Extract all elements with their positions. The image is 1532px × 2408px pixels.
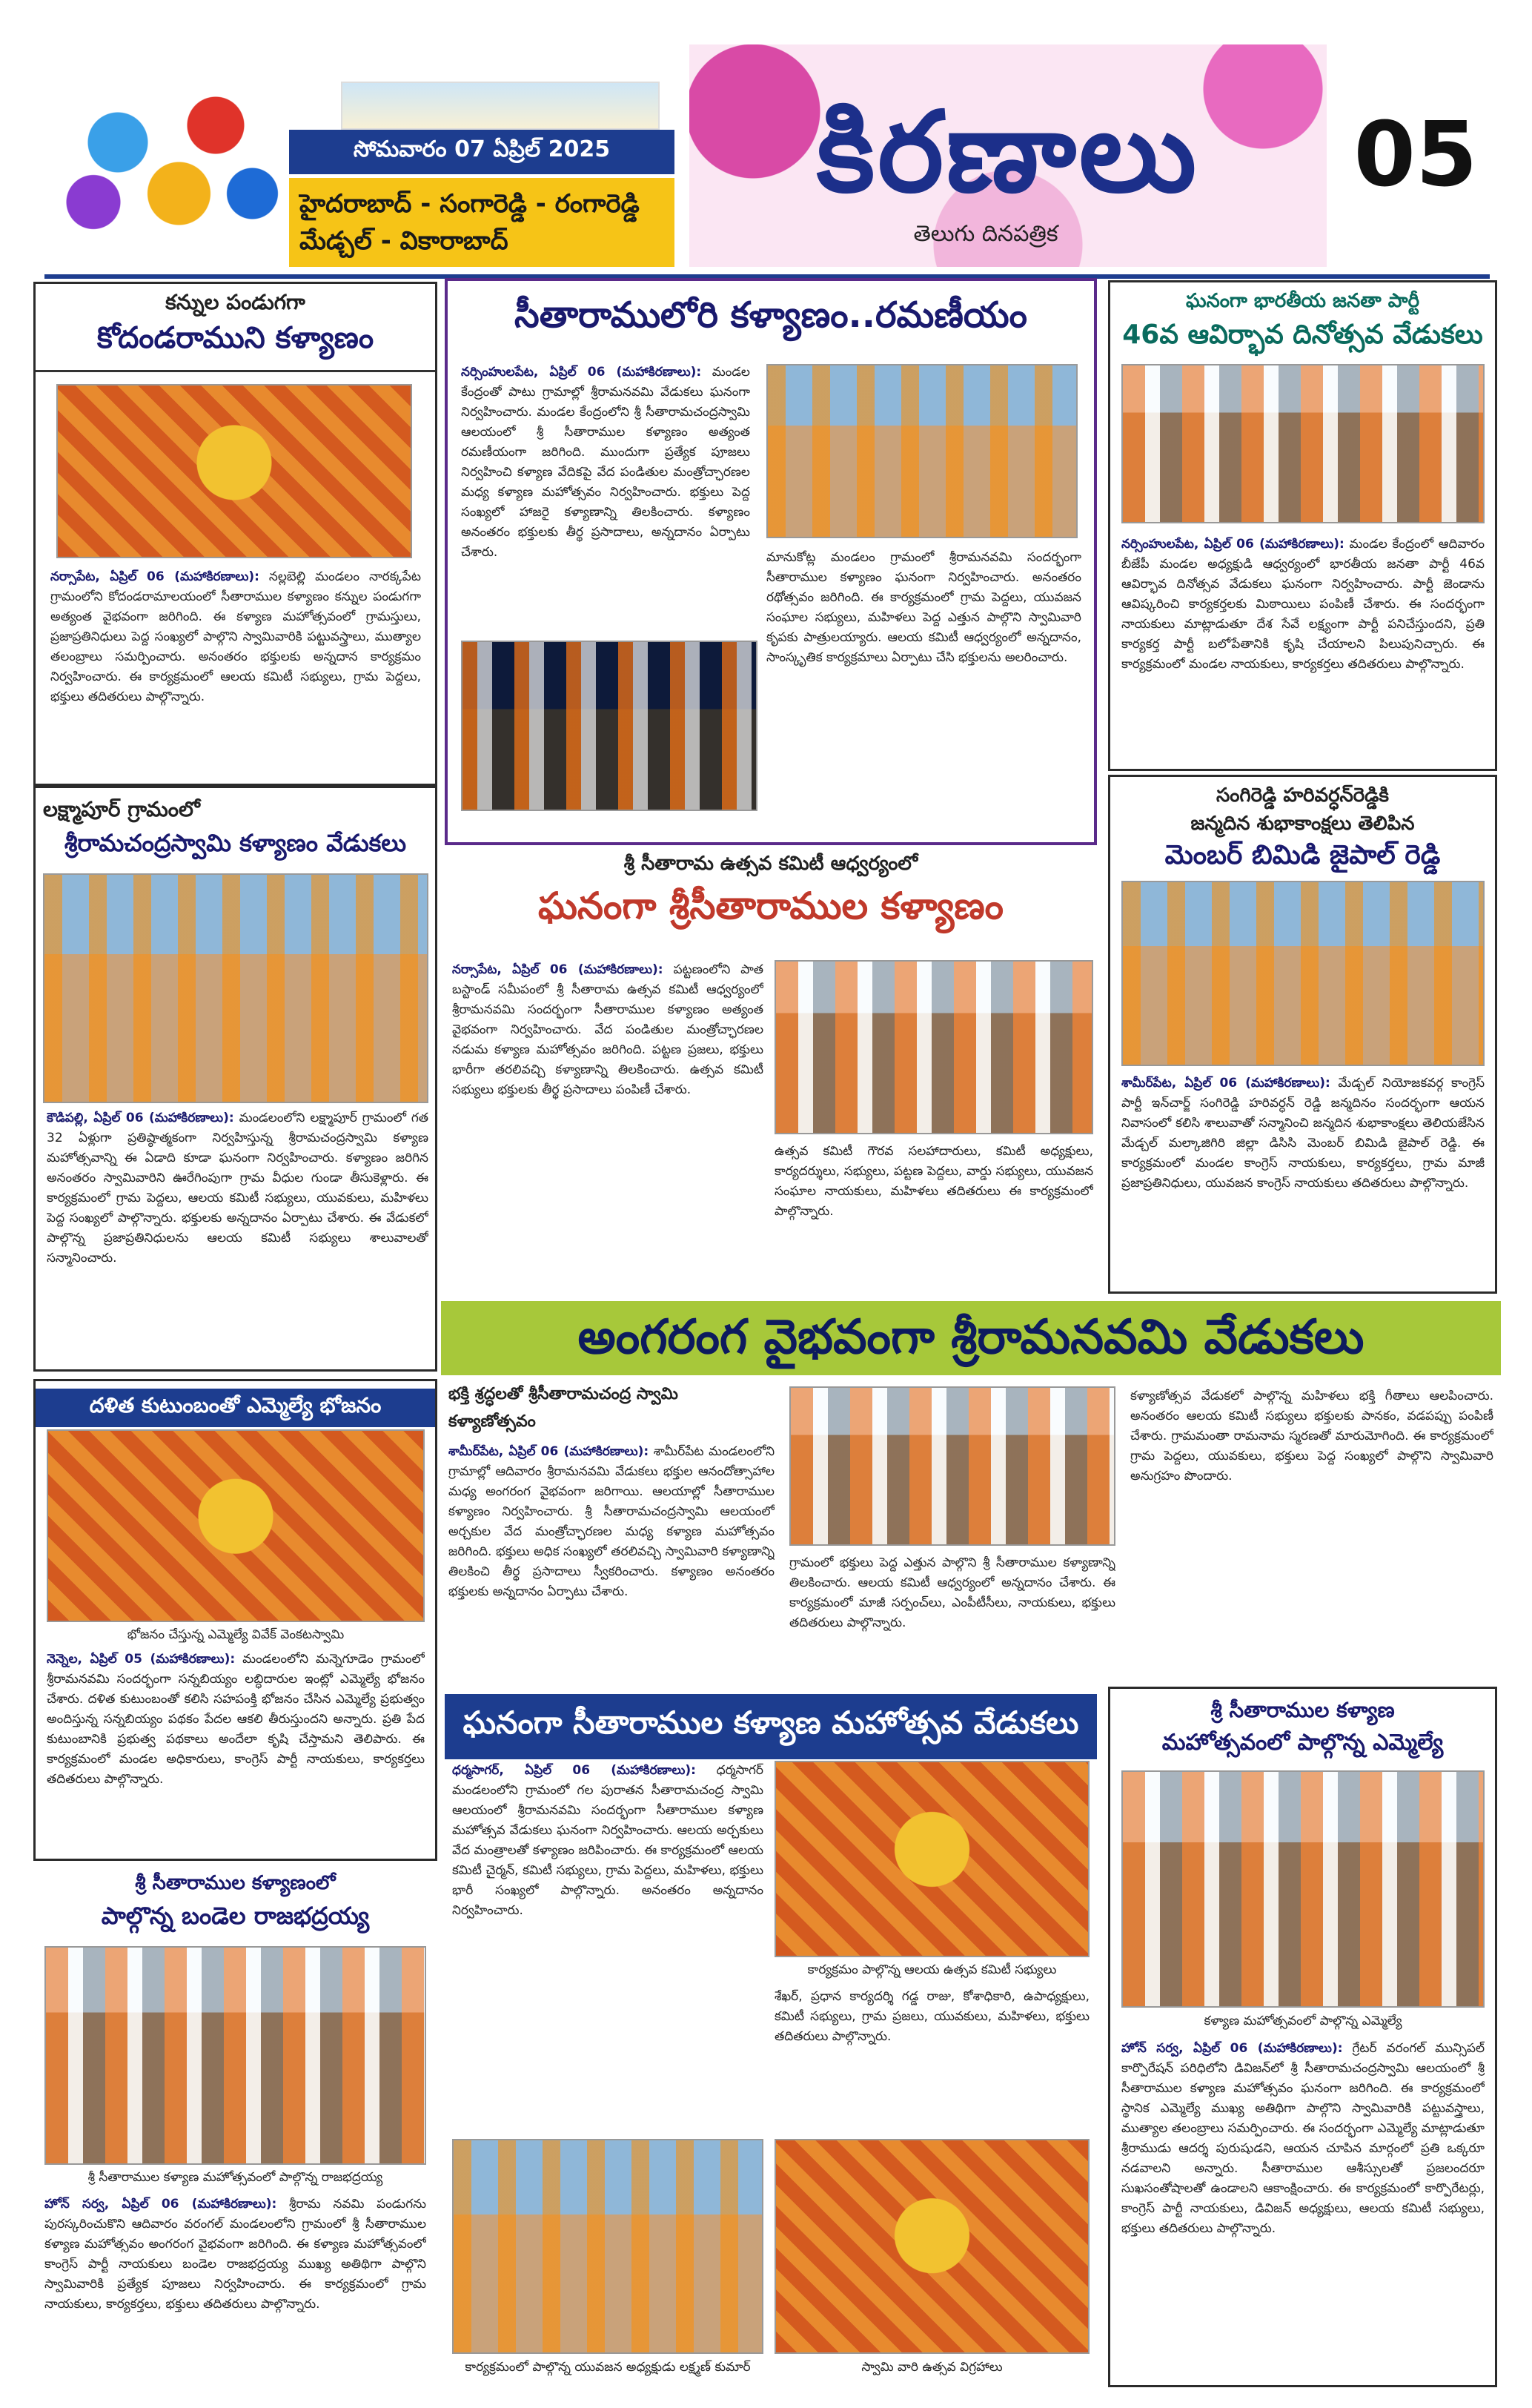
article-photo xyxy=(1121,364,1485,523)
newspaper-subtitle: తెలుగు దినపత్రిక xyxy=(913,221,1058,247)
article-body-2: గ్రామంలో భక్తులు పెద్ద ఎత్తున పాల్గొని శ్రీ సీతారాముల కళ్యాణాన్ని తిలకించారు. ఆలయ కమిటీ ఆధ్వర్యంలో అన్నదానం చేశారు. ఈ కార్యక్రమంలో మాజీ సర్పంచ్‌లు, ఎంపీటీసీలు, నాయకులు, భక్తులు తదితరులు పాల్గొన్నారు. xyxy=(789,1555,1115,1630)
article-dateline: శామీర్‌పేట, ఏప్రిల్ 06 (మహాకిరణాలు): xyxy=(1121,1076,1330,1091)
banner-ramanavami xyxy=(441,1301,1501,1375)
article-body xyxy=(1121,1074,1485,1290)
article-dateline: నెన్నెల, ఏప్రిల్ 05 (మహాకిరణాలు): xyxy=(47,1652,236,1667)
photo-caption: శ్రీ సీతారాముల కళ్యాణ మహోత్సవంలో పాల్గొన్న రాజభద్రయ్య xyxy=(87,2170,383,2185)
article-dateline: హోన్ సర్వ, ఏప్రిల్ 06 (మహాకిరణాలు): xyxy=(1121,2041,1343,2056)
photo-caption: భోజనం చేస్తున్న ఎమ్మెల్యే వివేక్ వెంకటస్వామి xyxy=(127,1627,345,1642)
article-body xyxy=(1121,2039,1485,2384)
article-dateline: నర్సింహులపేట, ఏప్రిల్ 06 (మహాకిరణాలు): xyxy=(461,365,702,380)
article-sitarama-utsava-committee xyxy=(445,849,1097,1227)
article-photo xyxy=(1121,1770,1485,2008)
article-photo-1 xyxy=(775,1761,1090,1957)
article-headline: పాల్గొన్న బండెల రాజభద్రయ్య xyxy=(101,1902,370,1930)
article-text: మండలంలోని మన్నెగూడెం గ్రామంలో శ్రీరామనవమి సందర్భంగా సన్నబియ్యం లబ్ధిదారుల ఇంట్లో ఎమ్మెల్యే భోజనం చేశారు. దళిత కుటుంబంతో కలిసి సహపంక్తి భోజనం చేసిన ఎమ్మెల్యే ప్రభుత్వం అందిస్తున్న సన్నబియ్యం పథకం పేదల ఆకలి తీరుస్తుందని అన్నారు. ప్రతి పేద కుటుంబానికి ప్రభుత్వ పథకాలు అందేలా కృషి చేస్తామని తెలిపారు. ఈ కార్యక్రమంలో మండల అధికారులు, కాంగ్రెస్ పార్టీ నాయకులు, కార్యకర్తలు తదితరులు పాల్గొన్నారు. xyxy=(47,1652,425,1787)
article-text: ధర్మసాగర్ మండలంలోని గ్రామంలో గల పురాతన సీతారామచంద్ర స్వామి ఆలయంలో శ్రీరామనవమి సందర్భంగా సీతారాముల కళ్యాణ మహోత్సవ వేడుకలు ఘనంగా నిర్వహించారు. ఆలయ అర్చకులు వేద మంత్రాలతో కళ్యాణం జరిపించారు. ఈ కార్యక్రమంలో ఆలయ కమిటీ చైర్మన్, కమిటీ సభ్యులు, గ్రామ పెద్దలు, మహిళలు, భక్తులు భారీ సంఖ్యలో పాల్గొన్నారు. అనంతరం అన్నదానం నిర్వహించారు. xyxy=(452,1763,763,1918)
article-dateline: నర్సాపేట, ఏప్రిల్ 06 (మహాకిరణాలు): xyxy=(452,962,663,977)
masthead xyxy=(0,0,1532,282)
article-photo-3 xyxy=(775,2139,1090,2354)
article-mla-dalit-family-lunch xyxy=(33,1379,437,1861)
article-text: నల్లబెల్లి మండలం నారక్కపేట గ్రామంలోని కోదండరామాలయంలో సీతారాముల కళ్యాణం కన్నుల పండుగగా అత్యంత వైభవంగా జరిగింది. ఈ కళ్యాణ మహోత్సవంలో గ్రామస్తులు, ప్రజాప్రతినిధులు పెద్ద సంఖ్యలో పాల్గొని స్వామివారికి పట్టువస్త్రాలు, ముత్యాల తలంబ్రాలు సమర్పించారు. అనంతరం భక్తులకు అన్నదాన కార్యక్రమం నిర్వహించారు. ఈ కార్యక్రమంలో ఆలయ కమిటీ సభ్యులు, గ్రామ పెద్దలు, భక్తులు తదితరులు పాల్గొన్నారు. xyxy=(50,569,421,704)
article-rajabhadraiah-kalyanam xyxy=(33,1865,437,2387)
article-headline: అంగరంగ వైభవంగా శ్రీరామనవమి వేడుకలు xyxy=(577,1310,1364,1365)
article-photo xyxy=(56,384,412,558)
article-headline: కోదండరాముని కళ్యాణం xyxy=(36,321,435,372)
article-text: మండల కేంద్రంలో ఆదివారం బీజేపీ మండల అధ్యక్షుడి ఆధ్వర్యంలో భారతీయ జనతా పార్టీ 46వ ఆవిర్భావ దినోత్సవ వేడుకలు ఘనంగా నిర్వహించారు. పార్టీ జెండాను ఆవిష్కరించి కార్యకర్తలకు మిఠాయిలు పంపిణీ చేశారు. ఈ సందర్భంగా నాయకులు మాట్లాడుతూ దేశ సేవే లక్ష్యంగా పార్టీ పనిచేస్తుందని, ప్రతి కార్యకర్త పార్టీ బలోపేతానికి కృషి చేయాలని పిలుపునిచ్చారు. ఈ కార్యక్రమంలో మండల నాయకులు, కార్యకర్తలు తదితరులు పాల్గొన్నారు. xyxy=(1121,537,1485,672)
article-birthday-wishes xyxy=(1108,775,1497,1294)
article-kicker-2: కళ్యాణోత్సవం xyxy=(448,1412,536,1431)
article-kicker: ఘనంగా భారతీయ జనతా పార్టీ xyxy=(1185,290,1419,312)
article-lakshmapur-kalyanam xyxy=(33,786,437,1372)
article-dateline: కౌడిపల్లి, ఏప్రిల్ 06 (మహాకిరణాలు): xyxy=(47,1111,234,1125)
article-headline: ఘనంగా సీతారాముల కళ్యాణ మహోత్సవ వేడుకలు xyxy=(445,1694,1097,1759)
social-media-icons-graphic xyxy=(44,74,289,245)
article-body xyxy=(1121,535,1485,768)
article-photo xyxy=(47,1429,425,1622)
photo-caption: కళ్యాణ మహోత్సవంలో పాల్గొన్న ఎమ్మెల్యే xyxy=(1204,2014,1402,2028)
article-photo-main xyxy=(766,364,1078,538)
article-dateline: ధర్మసాగర్, ఏప్రిల్ 06 (మహాకిరణాలు): xyxy=(452,1763,696,1778)
edition-cities-line2: మేడ్చల్ - వికారాబాద్ xyxy=(299,226,508,256)
newspaper-title: కిరణాలు xyxy=(816,87,1200,217)
article-photo-night xyxy=(461,641,757,811)
article-headline: మహోత్సవంలో పాల్గొన్న ఎమ్మెల్యే xyxy=(1161,1730,1444,1756)
article-text: పట్టణంలోని పాత బస్టాండ్ సమీపంలో శ్రీ సీతారామ ఉత్సవ కమిటీ ఆధ్వర్యంలో శ్రీరామనవమి సందర్భంగా సీతారాముల కళ్యాణం అత్యంత వైభవంగా నిర్వహించారు. వేద పండితుల మంత్రోచ్ఛారణల నడుమ కళ్యాణ మహోత్సవం జరిగింది. పట్టణ ప్రజలు, భక్తులు భారీగా తరలివచ్చి కళ్యాణాన్ని తిలకించారు. ఉత్సవ కమిటీ సభ్యులు భక్తులకు తీర్థ ప్రసాదాలు పంపిణీ చేశారు. xyxy=(452,962,763,1097)
article-headline: ఘనంగా శ్రీసీతారాముల కళ్యాణం xyxy=(538,884,1004,927)
article-dateline: నర్సాపేట, ఏప్రిల్ 06 (మహాకిరణాలు): xyxy=(50,569,259,584)
article-body xyxy=(50,567,421,782)
article-body-2: మానుకోట్ల మండలం గ్రామంలో శ్రీరామనవమి సందర్భంగా సీతారాముల కళ్యాణం ఘనంగా నిర్వహించారు. అనంతరం రథోత్సవం జరిగింది. ఈ కార్యక్రమంలో గ్రామ పెద్దలు, యువజన సంఘాల సభ్యులు, మహిళలు పెద్ద ఎత్తున పాల్గొని స్వామివారి కృపకు పాత్రులయ్యారు. ఆలయ కమిటీ ఆధ్వర్యంలో అన్నదానం, సాంస్కృతిక కార్యక్రమాలు ఏర్పాటు చేసి భక్తులను అలరించారు. xyxy=(766,550,1081,665)
article-body xyxy=(47,1650,425,1857)
page-number: 05 xyxy=(1353,104,1478,207)
article-body-2: ఉత్సవ కమిటీ గౌరవ సలహాదారులు, కమిటీ అధ్యక్షులు, కార్యదర్శులు, సభ్యులు, పట్టణ పెద్దలు, వార్డు సభ్యులు, యువజన సంఘాల నాయకులు, మహిళలు తదితరులు ఈ కార్యక్రమంలో పాల్గొన్నారు. xyxy=(775,1144,1093,1219)
article-body xyxy=(452,1761,763,2131)
article-kalyana-mahotsavam xyxy=(445,1687,1097,2387)
article-kicker: సంగిరెడ్డి హరివర్ధన్‌రెడ్డికి xyxy=(1216,784,1389,807)
article-photo xyxy=(775,960,1093,1134)
article-photo xyxy=(789,1386,1115,1546)
article-photo xyxy=(1121,881,1485,1066)
article-text: మండల కేంద్రంతో పాటు గ్రామాల్లో శ్రీరామనవమి వేడుకలు ఘనంగా నిర్వహించారు. మండల కేంద్రంలోని శ్రీ సీతారామచంద్రస్వామి ఆలయంలో శ్రీ సీతారాముల కళ్యాణం అత్యంత రమణీయంగా జరిగింది. ముందుగా ప్రత్యేక పూజలు నిర్వహించి కళ్యాణ వేదికపై వేద పండితుల మంత్రోచ్ఛారణల మధ్య కళ్యాణ మహోత్సవం నిర్వహించారు. భక్తులు పెద్ద సంఖ్యలో హాజరై కళ్యాణాన్ని తిలకించారు. కళ్యాణం అనంతరం భక్తులకు తీర్థ ప్రసాదాలు, అన్నదానం ఏర్పాటు చేశారు. xyxy=(461,365,750,560)
article-body-3: కళ్యాణోత్సవ వేడుకలో పాల్గొన్న మహిళలు భక్తి గీతాలు ఆలపించారు. అనంతరం ఆలయ కమిటీ సభ్యులు భక్తులకు పానకం, వడపప్పు పంపిణీ చేశారు. గ్రామమంతా రామనామ స్మరణతో మారుమోగింది. ఈ కార్యక్రమంలో గ్రామ పెద్దలు, యువకులు, భక్తులు పెద్ద సంఖ్యలో పాల్గొని స్వామివారి అనుగ్రహం పొందారు. xyxy=(1130,1389,1493,1484)
article-photo-2 xyxy=(452,2139,763,2354)
photo-caption-1: కార్యక్రమం పాల్గొన్న ఆలయ ఉత్సవ కమిటీ సభ్యులు xyxy=(807,1962,1057,1977)
article-kodandaramuni-kalyanam xyxy=(33,282,437,786)
issue-date: సోమవారం 07 ఏప్రిల్ 2025 xyxy=(289,130,674,174)
article-body-2: శేఖర్, ప్రధాన కార్యదర్శి గడ్డ రాజు, కోశాధికారి, ఉపాధ్యక్షులు, కమిటీ సభ్యులు, గ్రామ ప్రజలు, యువకులు, మహిళలు, భక్తులు తదితరులు పాల్గొన్నారు. xyxy=(775,1989,1090,2044)
article-headline: సీతారాములోరి కళ్యాణం..రమణీయం xyxy=(514,294,1027,336)
article-mla-kalyana-mahotsavam xyxy=(1108,1687,1497,2387)
article-headline: మెంబర్ బిమిడి జైపాల్ రెడ్డి xyxy=(1164,840,1441,870)
city-skyline-image xyxy=(341,82,660,130)
article-text: గ్రేటర్ వరంగల్ మున్సిపల్ కార్పొరేషన్ పరిధిలోని డివిజన్‌లో శ్రీ సీతారామచంద్రస్వామి ఆలయంలో శ్రీ సీతారాముల కళ్యాణ మహోత్సవం ఘనంగా జరిగింది. ఈ కార్యక్రమంలో స్థానిక ఎమ్మెల్యే ముఖ్య అతిథిగా పాల్గొని స్వామివారికి పట్టువస్త్రాలు, ముత్యాల తలంబ్రాలు సమర్పించారు. ఈ సందర్భంగా ఎమ్మెల్యే మాట్లాడుతూ శ్రీరాముడు ఆదర్శ పురుషుడని, ఆయన చూపిన మార్గంలో ప్రతి ఒక్కరూ నడవాలని అన్నారు. సీతారాముల ఆశీస్సులతో ప్రజలందరూ సుఖసంతోషాలతో ఉండాలని ఆకాంక్షించారు. ఈ కార్యక్రమంలో కార్పొరేటర్లు, కాంగ్రెస్ పార్టీ నాయకులు, డివిజన్ అధ్యక్షులు, ఆలయ కమిటీ సభ్యులు, భక్తులు తదితరులు పాల్గొన్నారు. xyxy=(1121,2041,1485,2236)
article-bjp-foundation-day xyxy=(1108,280,1497,771)
article-body xyxy=(461,363,750,629)
article-headline: దళిత కుటుంబంతో ఎమ్మెల్యే భోజనం xyxy=(36,1389,435,1427)
edition-cities-line1: హైదరాబాద్ - సంగారెడ్డి - రంగారెడ్డి xyxy=(299,189,640,219)
article-body xyxy=(448,1442,775,1679)
article-headline: శ్రీరామచంద్రస్వామి కళ్యాణం వేడుకలు xyxy=(64,829,407,857)
article-dateline: శామీర్‌పేట, ఏప్రిల్ 06 (మహాకిరణాలు): xyxy=(448,1444,649,1459)
article-text: మండలంలోని లక్ష్మాపూర్ గ్రామంలో గత 32 ఏళ్లుగా ప్రతిష్ఠాత్మకంగా నిర్వహిస్తున్న శ్రీరామచంద్రస్వామి కళ్యాణ మహోత్సవాన్ని ఈ ఏడాది కూడా ఘనంగా నిర్వహించారు. కళ్యాణం జరిగిన అనంతరం స్వామివారిని ఊరేగింపుగా గ్రామ వీధుల గుండా తీసుకెళ్లారు. ఈ కార్యక్రమంలో గ్రామ పెద్దలు, ఆలయ కమిటీ సభ్యులు, యువకులు, మహిళలు పెద్ద సంఖ్యలో పాల్గొన్నారు. భక్తులకు అన్నదానం ఏర్పాటు చేశారు. ఈ వేడుకలో పాల్గొన్న ప్రజాప్రతినిధులను ఆలయ కమిటీ సభ్యులు శాలువాలతో సన్మానించారు. xyxy=(47,1111,428,1266)
article-sitaramulori-kalyanam xyxy=(445,278,1097,845)
photo-caption-3: స్వామి వారి ఉత్సవ విగ్రహాలు xyxy=(861,2360,1003,2375)
article-photo xyxy=(44,1946,426,2165)
edition-cities xyxy=(289,178,674,267)
article-kicker: లక్ష్మాపూర్ గ్రామంలో xyxy=(43,797,200,821)
article-kicker: శ్రీ సీతారాముల కళ్యాణంలో xyxy=(135,1872,336,1894)
article-kicker: భక్తి శ్రద్ధలతో శ్రీసీతారామచంద్ర స్వామి xyxy=(448,1385,678,1403)
photo-caption-2: కార్యక్రమంలో పాల్గొన్న యువజన అధ్యక్షుడు లక్ష్మణ్ కుమార్ xyxy=(465,2360,751,2375)
article-dateline: హోన్ సర్వ, ఏప్రిల్ 06 (మహాకిరణాలు): xyxy=(44,2197,277,2212)
article-photo xyxy=(43,873,428,1103)
article-kicker: కన్నుల పండుగగా xyxy=(165,290,305,314)
article-body xyxy=(44,2194,426,2384)
article-body xyxy=(47,1108,428,1368)
article-kicker: శ్రీ సీతారామ ఉత్సవ కమిటీ ఆధ్వర్యంలో xyxy=(623,853,918,875)
article-text: శ్రీరామ నవమి పండుగను పురస్కరించుకొని ఆదివారం వరంగల్ మండలంలోని గ్రామంలో శ్రీ సీతారాముల కళ్యాణ మహోత్సవం అంగరంగ వైభవంగా జరిగింది. ఈ కళ్యాణ మహోత్సవంలో కాంగ్రెస్ పార్టీ నాయకులు బండెల రాజభద్రయ్య ముఖ్య అతిథిగా పాల్గొని స్వామివారికి ప్రత్యేక పూజలు నిర్వహించారు. ఈ కార్యక్రమంలో గ్రామ నాయకులు, కార్యకర్తలు, భక్తులు తదితరులు పాల్గొన్నారు. xyxy=(44,2197,426,2312)
article-text: శామీర్‌పేట మండలంలోని గ్రామాల్లో ఆదివారం శ్రీరామనవమి వేడుకలు భక్తుల ఆనందోత్సాహాల మధ్య అంగరంగ వైభవంగా జరిగాయి. ఆలయాల్లో సీతారాముల కళ్యాణం నిర్వహించారు. శ్రీ సీతారామచంద్రస్వామి ఆలయంలో అర్చకుల వేద మంత్రోచ్ఛారణల మధ్య కళ్యాణ మహోత్సవం జరిగింది. భక్తులు అధిక సంఖ్యలో తరలివచ్చి స్వామివారి కళ్యాణాన్ని తిలకించి తీర్థ ప్రసాదాలు స్వీకరించారు. కళ్యాణం అనంతరం భక్తులకు అన్నదానం ఏర్పాటు చేశారు. xyxy=(448,1444,775,1599)
article-kicker: శ్రీ సీతారాముల కళ్యాణ xyxy=(1210,1698,1395,1722)
article-ramanavami-celebrations xyxy=(441,1379,1501,1683)
article-text: మేడ్చల్ నియోజకవర్గ కాంగ్రెస్ పార్టీ ఇన్‌చార్జ్ సంగిరెడ్డి హరివర్ధన్ రెడ్డి జన్మదినం సందర్భంగా ఆయన నివాసంలో కలిసి శాలువాతో సన్మానించి జన్మదిన శుభాకాంక్షలు తెలియజేసిన మేడ్చల్ మల్కాజిగిరి జిల్లా డిసిసి మెంబర్ బిమిడి జైపాల్ రెడ్డి. ఈ కార్యక్రమంలో మండల కాంగ్రెస్ నాయకులు, కార్యకర్తలు, గ్రామ మాజీ ప్రజాప్రతినిధులు, యువజన కాంగ్రెస్ నాయకులు తదితరులు పాల్గొన్నారు. xyxy=(1121,1076,1485,1191)
article-kicker-2: జన్మదిన శుభాకాంక్షలు తెలిపిన xyxy=(1190,813,1415,835)
article-headline: 46వ ఆవిర్భావ దినోత్సవ వేడుకలు xyxy=(1122,320,1483,350)
article-body xyxy=(452,960,763,1220)
article-dateline: నర్సింహులపేట, ఏప్రిల్ 06 (మహాకిరణాలు): xyxy=(1121,537,1344,552)
